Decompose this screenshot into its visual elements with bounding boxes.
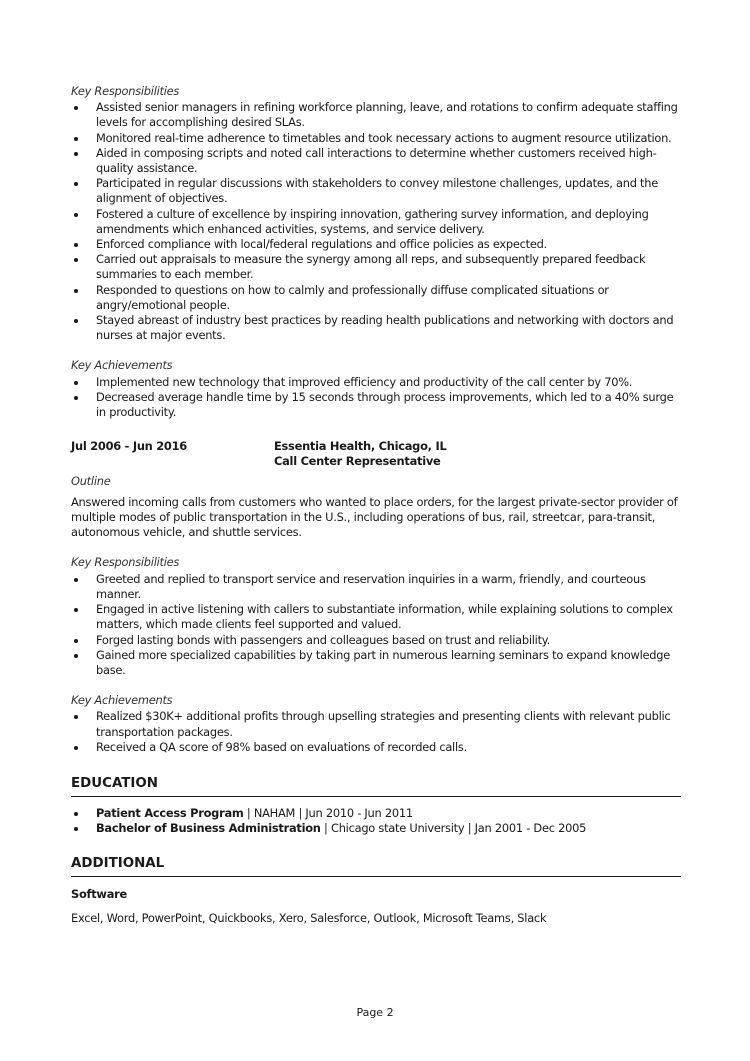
education-item (71, 821, 681, 836)
additional-section-title: ADDITIONAL (71, 855, 681, 877)
list-item: Participated in regular discussions with stakeholders to convey milestone challenges, updates, and the alignment of objectives. (71, 176, 681, 206)
job-dates: Jul 2006 - Jun 2016 (71, 439, 187, 454)
list-item: Decreased average handle time by 15 seconds through process improvements, which led to a 40% surge in productivity. (71, 390, 681, 420)
list-item: Monitored real-time adherence to timetables and took necessary actions to augment resource utilization. (71, 131, 681, 146)
software-heading: Software (71, 887, 127, 902)
list-item: Stayed abreast of industry best practices by reading health publications and networking with doctors and nurses at major events. (71, 313, 681, 343)
list-item: Gained more specialized capabilities by taking part in numerous learning seminars to expand knowledge base. (71, 648, 681, 678)
list-item: Realized $30K+ additional profits through upselling strategies and presenting clients with relevant public transportation packages. (71, 709, 681, 739)
list-item: Aided in composing scripts and noted call interactions to determine whether customers received high-quality assistance. (71, 146, 681, 176)
resume-page (71, 84, 681, 926)
outline-heading: Outline (71, 473, 111, 488)
achievements-list (71, 375, 681, 421)
achievements-heading: Key Achievements (71, 693, 173, 708)
list-item: Engaged in active listening with callers to substantiate information, while explaining solutions to complex matters, which made clients feel supported and valued. (71, 602, 681, 632)
achievements-list (71, 709, 681, 755)
education-section-title: EDUCATION (71, 775, 681, 797)
list-item: Received a QA score of 98% based on evaluations of recorded calls. (71, 740, 681, 755)
software-list: Excel, Word, PowerPoint, Quickbooks, Xero, Salesforce, Outlook, Microsoft Teams, Slack (71, 910, 547, 925)
responsibilities-list (71, 100, 681, 343)
responsibilities-heading: Key Responsibilities (71, 555, 180, 570)
achievements-heading: Key Achievements (71, 358, 173, 373)
list-item: Implemented new technology that improved efficiency and productivity of the call center by 70%. (71, 375, 681, 390)
list-item: Forged lasting bonds with passengers and colleagues based on trust and reliability. (71, 633, 681, 648)
list-item: Responded to questions on how to calmly and professionally diffuse complicated situations or angry/emotional people. (71, 283, 681, 313)
outline-text: Answered incoming calls from customers who wanted to place orders, for the largest private-sector provider of multiple modes of public transportation in the U.S., including operations of bus, rail, streetcar, para-transit, autonomous vehicle, and shuttle services. (71, 494, 678, 540)
page-number: Page 2 (356, 1006, 394, 1019)
education-list (71, 806, 681, 836)
list-item: Enforced compliance with local/federal regulations and office policies as expected. (71, 237, 681, 252)
list-item: Carried out appraisals to measure the synergy among all reps, and subsequently prepared feedback summaries to each member. (71, 252, 681, 282)
job-employer (274, 439, 446, 469)
degree-details: | NAHAM | Jun 2010 - Jun 2011 (243, 805, 413, 820)
job-title: Call Center Representative (274, 454, 441, 469)
degree-name: Bachelor of Business Administration (96, 821, 321, 836)
job-header (71, 439, 681, 469)
list-item: Assisted senior managers in refining workforce planning, leave, and rotations to confirm adequate staffing levels for accomplishing desired SLAs. (71, 100, 681, 130)
degree-details: | Chicago state University | Jan 2001 - Dec 2005 (320, 821, 587, 836)
degree-name: Patient Access Program (96, 805, 244, 820)
company-name: Essentia Health, Chicago, IL (274, 439, 447, 454)
list-item: Greeted and replied to transport service and reservation inquiries in a warm, friendly, and courteous manner. (71, 572, 681, 602)
responsibilities-heading: Key Responsibilities (71, 84, 180, 98)
education-item (71, 806, 681, 821)
list-item: Fostered a culture of excellence by inspiring innovation, gathering survey information, and deploying amendments which enhanced activities, systems, and service delivery. (71, 207, 681, 237)
responsibilities-list (71, 572, 681, 678)
